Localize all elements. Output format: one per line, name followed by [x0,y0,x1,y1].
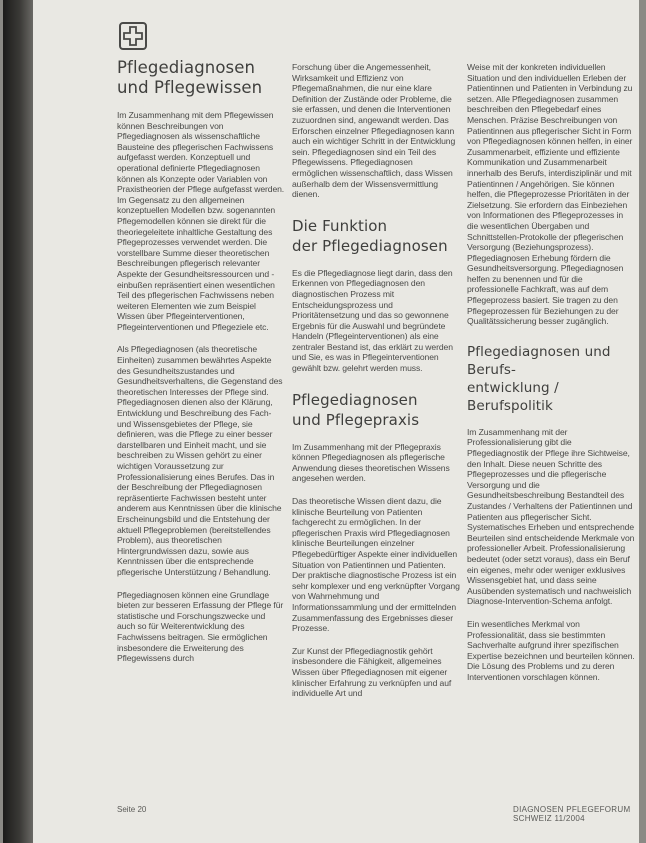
paragraph: Im Zusammenhang mit der Pflegepraxis können Pflegediagnosen als pflegerische Anwendung dieses theoretischen Wissens angesehen werden. [292,441,450,484]
paragraph: Es die Pflegediagnose liegt darin, dass den Erkennen von Pflegediagnosen den diagnostischen Prozess mit Entscheidungsprozess und Prioritätensetzung und das so gewonnene Ergebnis für die Auswahl und begründete Handeln (Pflegeinterventionen) als eine zentraler Bestand ist, das erklärt zu werden und Sie, es was in Pflegeinterventionen gewählt bzw. gelehrt werden muss. [292,267,453,374]
paragraph: Als Pflegediagnosen (als theoretische Einheiten) zusammen bewährtes Aspekte des Gesundheitszustandes und Gesundheitsverhaltens, die Gegenstand des theoretischen Interesses der Pflege sind. Pflegediagnosen dienen also der Klärung, Entwicklung und Beschreibung des Fach- und Wissensgebietes der Pflege, sie definieren, was die Pflege zu einer besser darstellbaren und Einheit macht, und sie beschreiben zu Wissen gehört zu einer wichtigen Voraussetzung zur Professionalisierung eines Berufes. Das in der Beschreibung der Pflegediagnosen repräsentierte Fachwissen besteht unter anderem aus Kenntnissen über die klinische Erscheinungsbild und die Entstehung der aktuell Pflegeproblemen (bereitstellendes Problem), aus theoretischen Hintergrundwissen dazu, sowie aus Kenntnissen über die entsprechende pflegerische Unterstützung / Behandlung. [117,344,283,577]
swiss-cross-logo-icon [119,22,147,50]
paragraph: Das theoretische Wissen dient dazu, die klinische Beurteilung von Patienten fachgerecht zu ermöglichen. In der pflegerischen Praxis wird Pflegediagnosen klinische Beurteilungen einzelner Pflegebedürftiger Aspekte einer individuellen Situation von Patientinnen und Patienten. Der praktische diagnostische Prozess ist ein sehr komplexer und eng verknüpfter Vorgang von Wahrnehmung und Informationssammlung und der ermittelnden Zusammenfassung des Ergebnisses dieser Prozesse. [292,496,460,634]
paragraph: Im Zusammenhang mit dem Pflegewissen können Beschreibungen von Pflegediagnosen als wissenschaftliche Bausteine des pflegerischen Fachwissens aufgefasst werden. Konzeptuell und operational definierte Pflegediagnosen können als Konzepte oder Variablen von Praxistheorien der Pflege aufgefasst werden. Im Gegensatz zu den allgemeinen konzeptuellen Modellen bzw. sogenannten Pflegemodellen können sie direkt für die theoriegeleitete inhaltliche Gestaltung des Pflegeprozesses verwendet werden. Die vorstellbare Summe dieser theoretischen Beschreibungen pflegerisch relevanter Aspekte der Gesundheitsressourcen und -einbußen repräsentiert einen wesentlichen Teil des pflegerischen Fachwissens neben weiteren Elementen wie zum Beispiel Wissen über Pflegeinterventionen, Pflegeinterventionen und Pflegeziele etc. [117,110,285,332]
book-binding-shadow [3,0,33,843]
paragraph: Pflegediagnosen können eine Grundlage bieten zur besseren Erfassung der Pflege für statistische und Forschungszwecke und auch so für Weiterentwicklung des Fachwissens beitragen. Sie ermöglichen insbesondere die Erweiterung des Pflegewissens durch [117,589,284,664]
paragraph: Im Zusammenhang mit der Professionalisierung gibt die Pflegediagnostik der Pflege ihre Sichtweise, den Inhalt. Diese neuen Schritte des Pflegeprozesses und die pflegerische Versorgung und die Gesundheitsbeschreibung Bestandteil des Zustandes / Verhaltens der Patientinnen und Patienten aus pflegerischer Sicht. Systematisches Erheben und entsprechende Beurteilen sind entscheidende Merkmale von professioneller Arbeit. Professionalisierung bedeutet (oder setzt voraus), dass ein Beruf ein eigenes, mehr oder weniger exklusives Wissensgebiet hat, und dass seine Ausübenden systematisch und nachweislich Diagnose-Intervention-Schema anfolgt. [467,426,635,607]
paragraph: Weise mit der konkreten individuellen Situation und den individuellen Erleben der Patientinnen und Patienten in Verbindung zu setzen. Alle Pflegediagnosen zusammen beschreiben den Pflegebedarf eines Menschen. Präzise Beschreibungen von Patientinnen aus pflegerischer Sicht in Form von Pflegediagnosen können helfen, in einer Zusammenarbeit, effiziente und effiziente Kommunikation und Zusammenarbeit innerhalb des Berufs, interdisziplinär und mit Patientinnen / Angehörigen. Sie können helfen, die Pflegeprozesse Prioritäten in der Zielsetzung. Sie erfordern das Einbeziehen von Informationen des Pflegeprozesses in die wesentlichen Übergaben und Schnittstellen-Protokolle der pflegerischen Versorgung (Beziehungsprozess). Pflegediagnosen Erhebung fördern die Gesundheitsversorgung. Pflegediagnosen helfen zu benennen und für die professionelle Fachkraft, was auf dem Pflegeprozess basiert. Sie tragen zu den Pflegeprozessen für Beziehungen zu der Qualitätssicherung besser zugänglich. [467,62,633,327]
section-heading-pflegepraxis: Pflegediagnosen und Pflegepraxis [292,390,420,429]
section-heading-berufsentwicklung: Pflegediagnosen und Berufs- entwicklung / Berufspolitik [467,343,611,414]
column-1 [117,58,285,664]
paragraph: Forschung über die Angemessenheit, Wirksamkeit und Effizienz von Pflegemaßnahmen, die nur eine klare Definition der Zustände oder Probleme, die sie erfassen, und denen die Interventionen zuzuordnen sind, angewandt werden. Das Erforschen einzelner Pflegediagnosen kann auch ein wichtiger Schritt in der Entwicklung sein. Pflegediagnosen sind ein Teil des Pflegewissens. Pflegediagnosen ermöglichen wissenschaftlich, dass Wissen außerhalb dem der Wissensvermittlung dienen. [292,62,456,200]
page-number: Seite 20 [117,805,147,814]
paragraph: Zur Kunst der Pflegediagnostik gehört insbesondere die Fähigkeit, allgemeines Wissen über Pflegediagnosen mit eigener klinischer Erfahrung zu verknüpfen und auf individuelle Art und [292,645,452,699]
document-page [3,0,639,843]
publication-footer: DIAGNOSEN PFLEGEFORUM SCHWEIZ 11/2004 [513,805,631,823]
column-2 [292,62,460,699]
paragraph: Ein wesentliches Merkmal von Professionalität, dass sie bestimmten Sachverhalte aufgrund ihrer spezifischen Expertise bezeichnen und beurteilen können. Die Lösung des Problems und zu deren Interventionen vorschlagen können. [467,618,635,682]
section-heading-funktion: Die Funktion der Pflegediagnosen [292,216,448,255]
column-3 [467,62,635,683]
section-heading-pflegewissen: Pflegediagnosen und Pflegewissen [117,58,263,97]
